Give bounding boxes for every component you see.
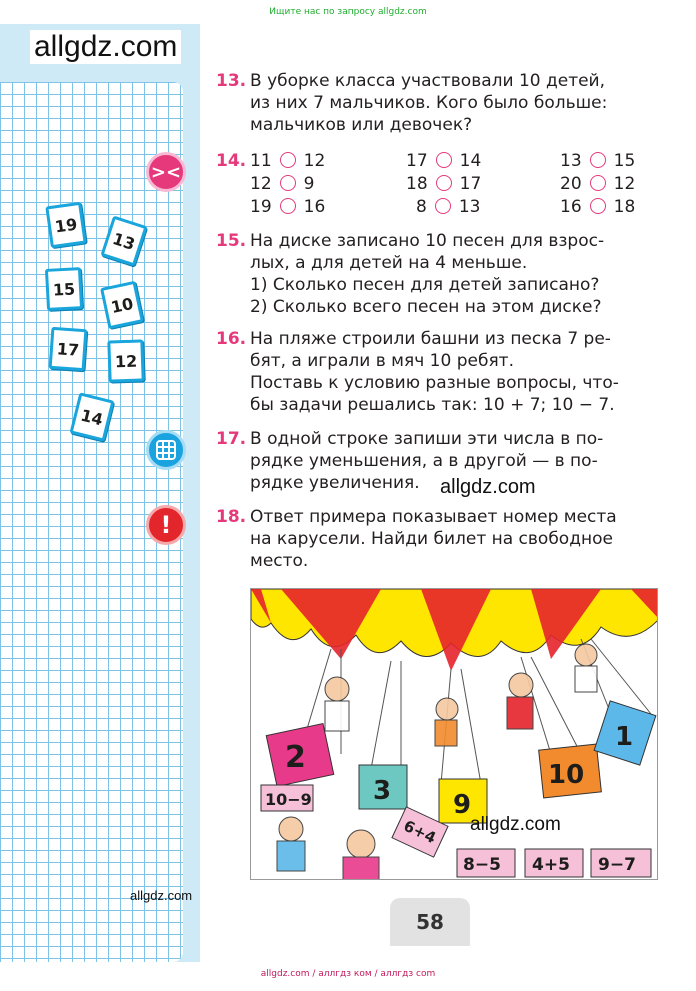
task-text: бят, а играли в мяч 10 ребят.	[250, 351, 514, 371]
compare-blank[interactable]	[590, 175, 606, 191]
ticket-label: 9−7	[598, 855, 636, 875]
comparison: 19 16	[250, 197, 326, 217]
comparison: 12 9	[250, 174, 315, 194]
task-text: мальчиков или девочек?	[250, 115, 473, 135]
task-text: 1) Сколько песен для детей записано?	[250, 275, 600, 295]
task-18	[216, 506, 656, 572]
footer-links[interactable]: allgdz.com / аллгдз ком / аллгдз com	[260, 969, 436, 979]
seat-label: 2	[285, 740, 306, 775]
compare-icon: ><	[146, 152, 186, 192]
task-number: 14.	[216, 151, 247, 171]
task-text: на карусели. Найди билет на свободное	[250, 529, 613, 549]
comparison: 18 17	[406, 174, 482, 194]
watermark-top: allgdz.com	[30, 30, 181, 64]
compare-blank[interactable]	[590, 152, 606, 168]
seat-label: 10	[548, 760, 585, 790]
comparison: 13 15	[560, 151, 636, 171]
number-card: 17	[49, 327, 88, 371]
comparison: 8 13	[416, 197, 481, 217]
task-text: бы задачи решались так: 10 + 7; 10 − 7.	[250, 395, 615, 415]
number-card: 12	[107, 339, 144, 382]
task-17	[216, 428, 656, 494]
task-number: 16.	[216, 329, 247, 349]
ticket-label: 6+4	[400, 816, 439, 848]
task-text: На пляже строили башни из песка 7 ре-	[250, 329, 611, 349]
task-text: рядке уменьшения, а в другой — в по-	[250, 451, 598, 471]
carousel-drawing	[251, 589, 658, 880]
seat-label: 3	[373, 776, 392, 806]
grid-icon	[146, 430, 186, 470]
task-13	[216, 70, 656, 136]
seat-label: 1	[615, 722, 634, 752]
task-text: место.	[250, 551, 309, 571]
ticket-label: 8−5	[463, 855, 501, 875]
compare-blank[interactable]	[280, 175, 296, 191]
comparison: 20 12	[560, 174, 636, 194]
seat-label: 9	[453, 790, 472, 820]
watermark-bottom-left: allgdz.com	[130, 888, 193, 903]
watermark-mid: allgdz.com	[440, 476, 536, 498]
number-card: 14	[69, 392, 114, 441]
watermark-carousel: allgdz.com	[470, 814, 561, 835]
task-text: рядке увеличения.	[250, 473, 420, 493]
task-text: Ответ примера показывает номер места	[250, 507, 617, 527]
task-number: 17.	[216, 429, 247, 449]
compare-blank[interactable]	[280, 198, 296, 214]
task-text: из них 7 мальчиков. Кого было больше:	[250, 93, 608, 113]
task-text: В одной строке запиши эти числа в по-	[250, 429, 604, 449]
compare-blank[interactable]	[436, 175, 452, 191]
number-card: 10	[100, 281, 144, 330]
task-number: 15.	[216, 231, 247, 251]
compare-blank[interactable]	[280, 152, 296, 168]
task-text: 2) Сколько всего песен на этом диске?	[250, 297, 602, 317]
task-15	[216, 230, 656, 318]
compare-blank[interactable]	[435, 198, 451, 214]
task-text: Поставь к условию разные вопросы, что-	[250, 373, 619, 393]
compare-blank[interactable]	[436, 152, 452, 168]
carousel-canopy	[251, 589, 658, 671]
task-text: В уборке класса участвовали 10 детей,	[250, 71, 606, 91]
ticket-label: 10−9	[265, 790, 312, 809]
comparison: 17 14	[406, 151, 482, 171]
top-banner[interactable]: Ищите нас по запросу allgdz.com	[269, 7, 427, 17]
task-number: 13.	[216, 71, 247, 91]
comparison: 16 18	[560, 197, 636, 217]
comparison: 11 12	[250, 151, 326, 171]
ticket-label: 4+5	[532, 855, 570, 875]
task-number: 18.	[216, 507, 247, 527]
compare-blank[interactable]	[590, 198, 606, 214]
task-text: На диске записано 10 песен для взрос-	[250, 231, 605, 251]
carousel-illustration	[250, 588, 658, 880]
task-16	[216, 328, 656, 416]
task-text: лых, а для детей на 4 меньше.	[250, 253, 528, 273]
page-number: 58	[390, 898, 470, 946]
exclamation-icon: !	[146, 505, 186, 545]
number-card: 19	[45, 202, 86, 249]
number-card: 13	[100, 215, 147, 266]
number-card: 15	[45, 267, 83, 311]
